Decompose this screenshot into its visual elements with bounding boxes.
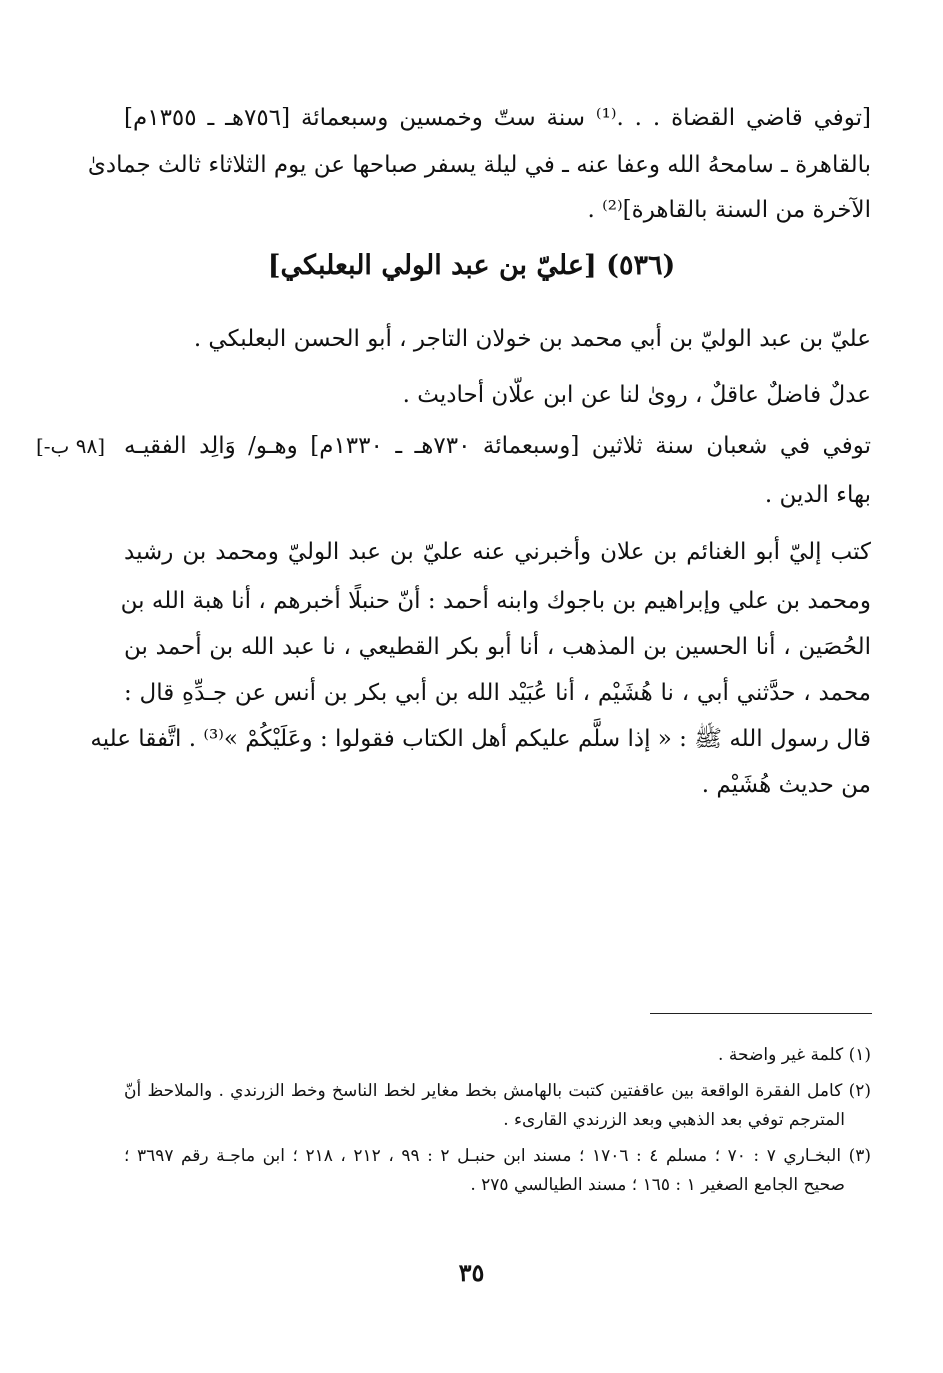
text-line: توفي في شعبان سنة ثلاثين [وسبعمائة ٧٣٠هـ ـ ١٣٣٠م] وهـو/ وَالِد الفقيـه [124, 433, 871, 459]
text-line: عدلٌ فاضلٌ عاقلٌ ، روىٰ لنا عن ابن علّان أحاديث . [402, 382, 871, 408]
footnote: (١) كلمة غير واضحة . [718, 1045, 871, 1065]
footnote-continuation: صحيح الجامع الصغير ١ : ١٦٥ ؛ مسند الطيالسي ٢٧٥ . [470, 1175, 845, 1195]
page-number: ٣٥ [458, 1258, 485, 1287]
footnote-continuation: المترجم توفي بعد الذهبي وبعد الزرندي القارىء . [503, 1110, 845, 1130]
manuscript-folio-note: [٩٨ ب-] [36, 434, 106, 458]
text-line: محمد ، حدَّثني أبي ، نا هُشَيْم ، أنا عُبَيْد الله بن أبي بكر بن أنس عن جـدِّهِ قال : [124, 680, 871, 706]
text-line: بهاء الدين . [764, 482, 871, 508]
text-line: الحُصَين ، أنا الحسين بن المذهب ، أنا أبو بكر القطيعي ، نا عبد الله بن أحمد بن [124, 634, 871, 660]
text-line: من حديث هُشَيْم . [701, 772, 871, 798]
text-line: بالقاهرة ـ سامحهُ الله وعفا عنه ـ في ليلة يسفر صباحها عن يوم الثلاثاء ثالث جمادىٰ [87, 152, 871, 178]
entry-heading: (٥٣٦) [عليّ بن عبد الولي البعلبكي] [267, 250, 676, 281]
footnote-separator [650, 1013, 872, 1014]
text-line: قال رسول الله ﷺ : « إذا سلَّم عليكم أهل الكتاب فقولوا : وعَلَيْكُمْ »⁽³⁾ . اتَّفقا عليه [90, 726, 871, 752]
text-line: ومحمد بن علي وإبراهيم بن باجوك وابنه أحمد : أنّ حنبلًا أخبرهم ، أنا هبة الله بن [120, 588, 871, 614]
text-line: الآخرة من السنة بالقاهرة]⁽²⁾ . [587, 197, 871, 223]
text-line: عليّ بن عبد الوليّ بن أبي محمد بن خولان التاجر ، أبو الحسن البعلبكي . [193, 326, 871, 352]
text-line: كتب إليّ أبو الغنائم بن علان وأخبرني عنه عليّ بن عبد الوليّ ومحمد بن رشيد [124, 539, 871, 565]
footnote: (٢) كامل الفقرة الواقعة بين عاقفتين كتبت بالهامش بخط مغاير لخط الناسخ وخط الزرندي . والملاحظ أنّ [124, 1081, 871, 1101]
text-line: [توفي قاضي القضاة . . .⁽¹⁾ سنة ستّ وخمسين وسبعمائة [٧٥٦هـ ـ ١٣٥٥م] [124, 105, 871, 131]
footnote: (٣) البخـاري ٧ : ٧٠ ؛ مسلم ٤ : ١٧٠٦ ؛ مسند ابن حنبـل ٢ : ٩٩ ، ٢١٢ ، ٢١٨ ؛ ابن ماجـة رقم ٣٦٩٧ ؛ [124, 1146, 871, 1166]
